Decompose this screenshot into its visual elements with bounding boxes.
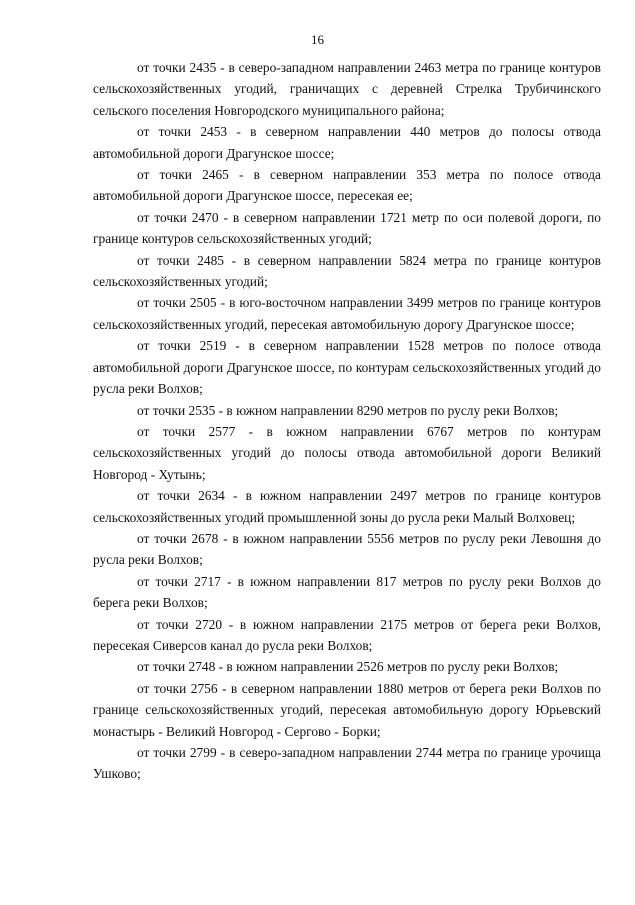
paragraph-point-2717: от точки 2717 - в южном направлении 817 метров по руслу реки Волхов до берега реки Волхов; <box>93 573 601 611</box>
document-body <box>93 57 601 785</box>
paragraph-point-2678: от точки 2678 - в южном направлении 5556 метров по руслу реки Левошня до русла реки Волхов; <box>93 530 601 568</box>
paragraph-point-2535: от точки 2535 - в южном направлении 8290 метров по руслу реки Волхов; <box>137 402 559 418</box>
paragraph-point-2748: от точки 2748 - в южном направлении 2526 метров по руслу реки Волхов; <box>137 659 559 675</box>
paragraph-point-2485: от точки 2485 - в северном направлении 5824 метра по границе контуров сельскохозяйственных угодий; <box>93 252 601 290</box>
paragraph-point-2519: от точки 2519 - в северном направлении 1528 метров по полосе отвода автомобильной дороги Драгунское шоссе, по контурам сельскохозяйственных угодий до русла реки Волхов; <box>93 338 601 397</box>
paragraph-point-2577: от точки 2577 - в южном направлении 6767 метров по контурам сельскохозяйственных угодий до полосы отвода автомобильной дороги Великий Новгород - Хутынь; <box>93 423 601 482</box>
paragraph-point-2435: от точки 2435 - в северо-западном направлении 2463 метра по границе контуров сельскохозяйственных угодий, граничащих с деревней Стрелка Трубичинского сельского поселения Новгородского муниципального района; <box>93 60 601 118</box>
paragraph-point-2470: от точки 2470 - в северном направлении 1721 метр по оси полевой дороги, по границе контуров сельскохозяйственных угодий; <box>93 209 601 247</box>
paragraph-point-2799: от точки 2799 - в северо-западном направлении 2744 метра по границе урочища Ушково; <box>93 745 601 782</box>
page-number: 16 <box>311 32 324 47</box>
paragraph-point-2453: от точки 2453 - в северном направлении 440 метров до полосы отвода автомобильной дороги Драгунское шоссе; <box>93 124 601 161</box>
paragraph-point-2505: от точки 2505 - в юго-восточном направлении 3499 метров по границе контуров сельскохозяйственных угодий, пересекая автомобильную дорогу Драгунское шоссе; <box>93 295 601 332</box>
paragraph-point-2465: от точки 2465 - в северном направлении 353 метра по полосе отвода автомобильной дороги Драгунское шоссе, пересекая ее; <box>93 167 601 204</box>
paragraph-point-2756: от точки 2756 - в северном направлении 1880 метров от берега реки Волхов по границе сельскохозяйственных угодий, пересекая автомобильную дорогу Юрьевский монастырь - Великий Новгород - Сергово - Борки; <box>93 680 601 739</box>
paragraph-point-2720: от точки 2720 - в южном направлении 2175 метров от берега реки Волхов, пересекая Сиверсов канал до русла реки Волхов; <box>93 616 601 653</box>
paragraph-point-2634: от точки 2634 - в южном направлении 2497 метров по границе контуров сельскохозяйственных угодий промышленной зоны до русла реки Малый Волховец; <box>93 488 601 525</box>
